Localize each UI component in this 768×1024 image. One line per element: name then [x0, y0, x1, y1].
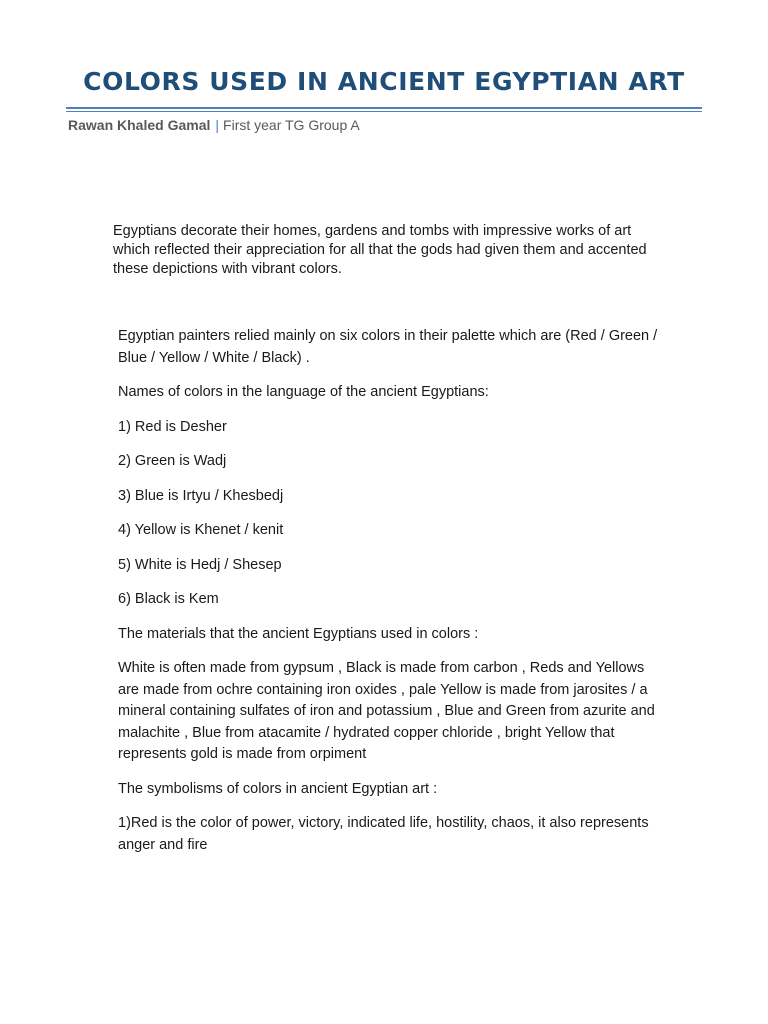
byline-separator: |	[215, 117, 220, 133]
names-heading: Names of colors in the language of the ancient Egyptians:	[118, 384, 489, 400]
symbolism-heading: The symbolisms of colors in ancient Egyptian art :	[118, 780, 438, 797]
intro-paragraph: Egyptians decorate their homes, gardens and tombs with impressive works of art which reflected their appreciation for all that the gods had given them and accented these depictions with vibrant colors.	[113, 223, 647, 277]
author-group: First year TG Group A	[223, 117, 360, 133]
color-name-item: 2) Green is Wadj	[118, 453, 227, 469]
color-name-item: 6) Black is Kem	[118, 591, 219, 607]
title-rule-thin	[66, 111, 702, 112]
document-title: COLORS USED IN ANCIENT EGYPTIAN ART	[83, 67, 685, 96]
color-name-item: 3) Blue is Irtyu / Khesbedj	[118, 487, 284, 504]
byline	[68, 117, 360, 133]
author-name: Rawan Khaled Gamal	[68, 117, 211, 133]
color-name-item: 4) Yellow is Khenet / kenit	[118, 522, 284, 538]
materials-paragraph: White is often made from gypsum , Black is made from carbon , Reds and Yellows are made from ochre containing iron oxides , pale Yellow is made from jarosites / a mineral containing sulfates of iron and potassium , Blue and Green from azurite and malachite , Blue from atacamite / hydrated copper chloride , bright Yellow that represents gold is made from orpiment	[118, 660, 655, 762]
title-rule-thick	[66, 107, 702, 109]
symbolism-item: 1)Red is the color of power, victory, indicated life, hostility, chaos, it also represents anger and fire	[118, 815, 649, 853]
palette-paragraph: Egyptian painters relied mainly on six colors in their palette which are (Red / Green / Blue / Yellow / White / Black) .	[118, 328, 658, 366]
materials-heading: The materials that the ancient Egyptians used in colors :	[118, 625, 479, 642]
document-body	[118, 326, 658, 869]
color-name-item: 1) Red is Desher	[118, 418, 227, 435]
color-name-item: 5) White is Hedj / Shesep	[118, 556, 282, 573]
